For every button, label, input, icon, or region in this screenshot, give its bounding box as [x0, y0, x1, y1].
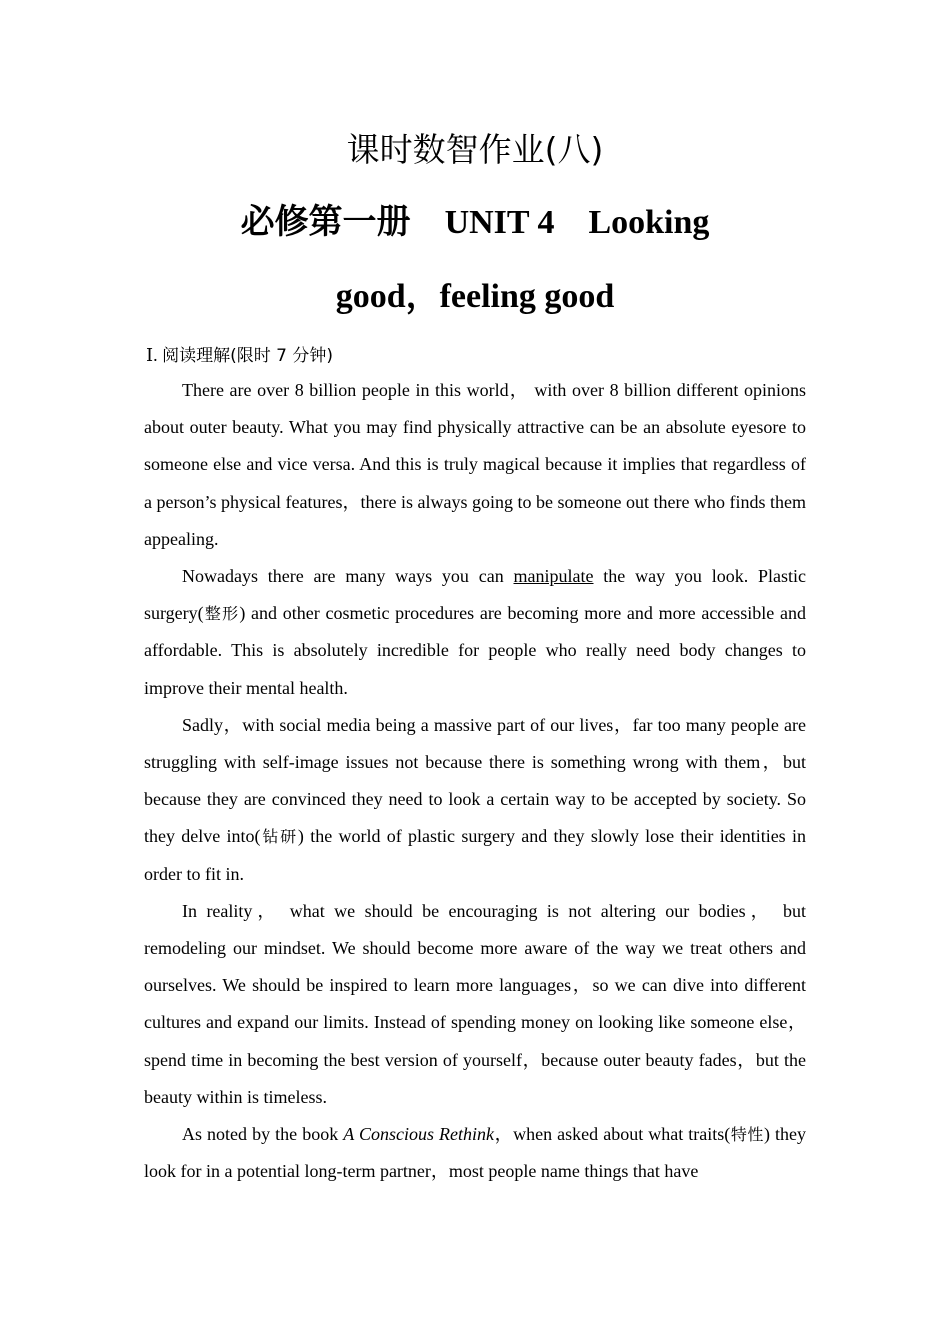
paragraph-4: In reality， what we should be encouraging is not altering our bodies， but remodeling our mindset. We should become more aware of the way we treat others and ourselves. We should be inspired to learn more languages，so we can dive into different cultures and expand our limits. Instead of spending money on looking like someone else，spend time in becoming the best version of yourself，because outer beauty fades，but the beauty within is timeless. — [144, 900, 806, 1107]
paragraph-2: Nowadays there are many ways you can manipulate the way you look. Plastic surgery(整形) and other cosmetic procedures are becoming more and more accessible and affordable. This is absolutely incredible for people who really need body changes to improve their mental health. — [144, 566, 806, 698]
section-heading — [146, 342, 333, 369]
paragraph-3: Sadly，with social media being a massive part of our lives，far too many people are struggling with self-image issues not because there is something wrong with them，but because they are convinced they need to look a certain way to be accepted by society. So they delve into(钻研) the world of plastic surgery and they slowly lose their identities in order to fit in. — [144, 714, 806, 884]
reading-passage — [144, 372, 806, 1190]
section-label: 阅读理解 — [162, 346, 231, 366]
section-time-note: (限时 7 分钟) — [230, 346, 334, 366]
gloss-traits: 特性 — [730, 1125, 764, 1145]
unit-name-start: Looking — [588, 204, 710, 241]
unit-title — [0, 198, 950, 247]
gloss-delve-into: 钻研 — [260, 827, 298, 847]
assignment-title: 课时数智作业(八) — [346, 130, 604, 169]
unit-number: UNIT 4 — [444, 204, 555, 241]
book-title: A Conscious Rethink — [343, 1124, 495, 1145]
paragraph-1: There are over 8 billion people in this world， with over 8 billion different opinions about outer beauty. What you may find physically attractive can be an absolute eyesore to someone else and vice versa. And this is truly magical because it implies that regardless of a person’s physical features，there is always going to be someone out there who finds them appealing. — [144, 380, 806, 549]
book-volume: 必修第一册 — [240, 202, 411, 242]
gloss-plastic-surgery: 整形 — [203, 604, 240, 624]
underlined-word: manipulate — [513, 566, 594, 587]
section-number: Ⅰ. — [146, 345, 158, 365]
unit-name-end: good，feeling good — [335, 278, 615, 315]
paragraph-5: As noted by the book A Conscious Rethink，when asked about what traits(特性) they look for in a potential long-term partner，most people name things that have — [144, 1124, 807, 1182]
